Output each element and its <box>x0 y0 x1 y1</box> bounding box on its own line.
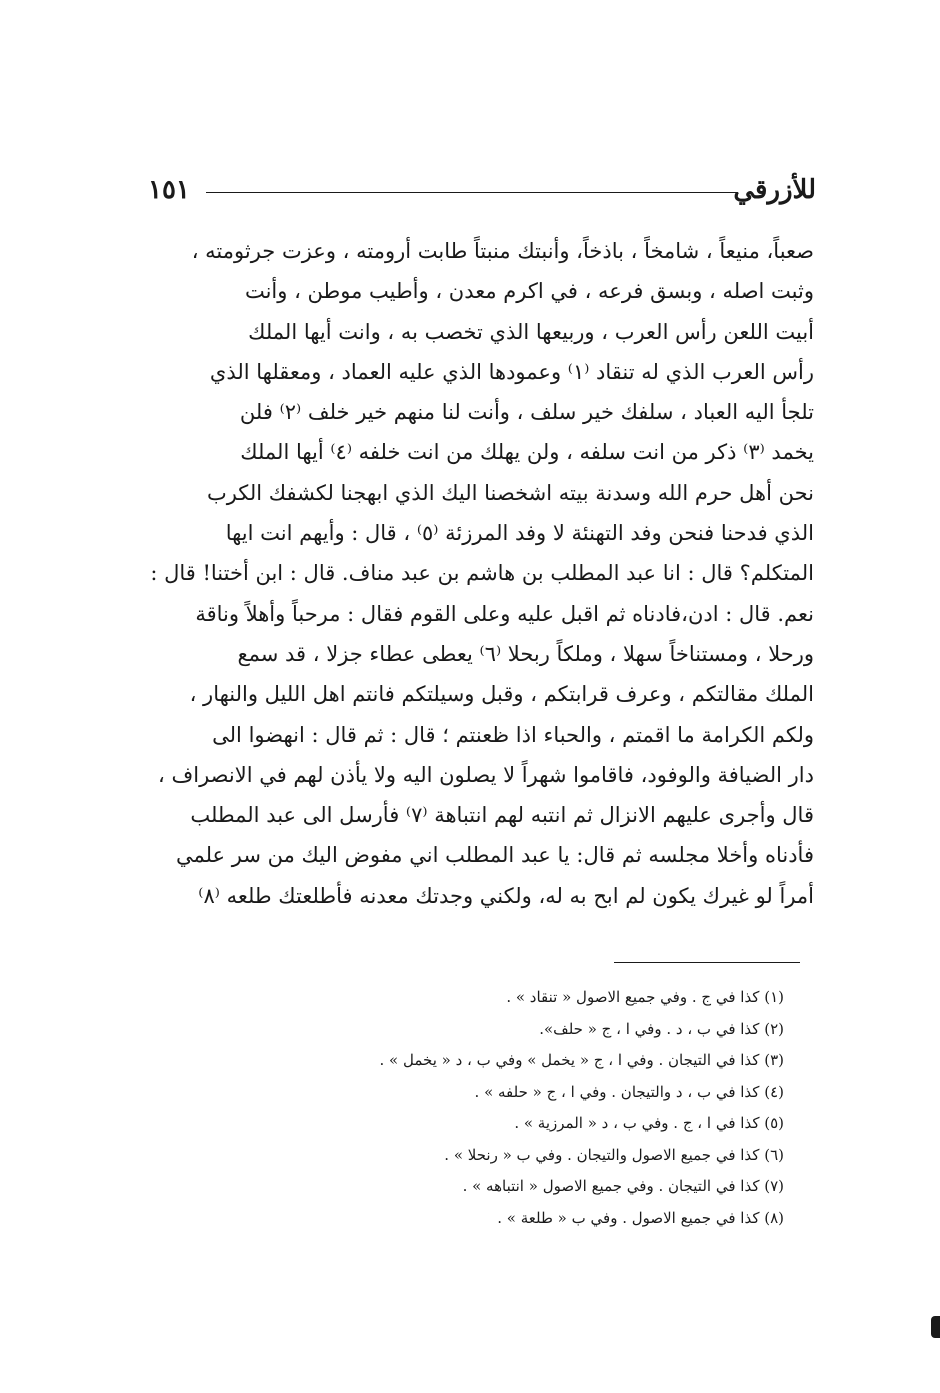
body-line: الذي فدحنا فنحن وفد التهنئة لا وفد المرزئة ⁽٥⁾ ، قال : وأيهم انت ايها <box>225 521 814 546</box>
footnote: (٧) كذا في التيجان . وفي جميع الاصول « انتباهه » . <box>462 1177 784 1195</box>
body-text <box>148 231 814 916</box>
body-line: تلجأ اليه العباد ، سلفك خير سلف ، وأنت لنا منهم خير خلف ⁽٢⁾ فلن <box>239 400 814 425</box>
scan-edge-mark <box>931 1316 940 1338</box>
footnote-separator <box>614 962 800 963</box>
body-line: يخمد ⁽٣⁾ ذكر من انت سلفه ، ولن يهلك من انت خلفه ⁽٤⁾ أيها الملك <box>240 440 814 465</box>
footnote: (٨) كذا في جميع الاصول . وفي ب « طلعة » . <box>497 1208 784 1227</box>
body-line: صعباً، منيعاً ، شامخاً ، باذخاً، وأنبتك منبتاً طابت أرومته ، وعزت جرثومته ، <box>191 239 814 263</box>
footnotes <box>300 982 784 1234</box>
page-header <box>148 170 816 210</box>
body-line: الملك مقالتكم ، وعرف قرابتكم ، وقبل وسيلتكم فانتم اهل الليل والنهار ، <box>189 682 814 707</box>
footnote: (٢) كذا في ب ، د . وفي ا ، ج « حلف». <box>539 1019 784 1038</box>
body-line: المتكلم؟ قال : انا عبد المطلب بن هاشم بن عبد مناف. قال : ابن أختنا! قال : <box>150 561 814 586</box>
body-line: أبيت اللعن رأس العرب ، وربيعها الذي تخصب به ، وانت أيها الملك <box>248 319 814 344</box>
body-line: ولكم الكرامة ما اقمتم ، والحباء اذا ظعنتم ؛ قال : ثم قال : انهضوا الى <box>212 722 814 747</box>
body-line: نحن أهل حرم الله وسدنة بيته اشخصنا اليك الذي ابهجنا لكشفك الكرب <box>206 480 814 505</box>
page-number: ١٥١ <box>148 175 190 205</box>
header-rule <box>206 192 738 193</box>
footnote: (٣) كذا في التيجان . وفي ا ، ج « يخمل » وفي ب ، د « يخمل » . <box>379 1051 784 1069</box>
body-line: رأس العرب الذي له تنقاد ⁽١⁾ وعمودها الذي عليه العماد ، ومعقلها الذي <box>209 359 814 384</box>
footnote: (١) كذا في ج . وفي جميع الاصول « تنقاد » . <box>506 988 784 1006</box>
body-line: قال وأجرى عليهم الانزال ثم انتبه لهم انتباهة ⁽٧⁾ فأرسل الى عبد المطلب <box>190 803 814 828</box>
body-line: أمراً لو غيرك يكون لم ابح به له، ولكني وجدتك معدنه فأطلعتك طلعه ⁽٨⁾ <box>198 883 814 908</box>
body-line: وثبت اصله ، وبسق فرعه ، في اكرم معدن ، وأطيب موطن ، وأنت <box>244 279 814 304</box>
running-head: للأزرقي <box>733 175 816 205</box>
body-line: ورحلا ، ومستناخاً سهلا ، وملكاً ربحلا ⁽٦⁾ يعطى عطاء جزلا ، قد سمع <box>237 641 814 666</box>
body-line: دار الضيافة والوفود، فاقاموا شهراً لا يصلون اليه ولا يأذن لهم في الانصراف ، <box>158 762 814 787</box>
body-line: نعم. قال : ادن،فادناه ثم اقبل عليه وعلى القوم فقال : مرحباً وأهلاً وناقة <box>195 601 814 626</box>
footnote: (٤) كذا في ب ، د والتيجان . وفي ا ، ج « حلفه » . <box>474 1082 784 1101</box>
body-line: فأدناه وأخلا مجلسه ثم قال: يا عبد المطلب اني مفوض اليك من سر علمي <box>175 843 814 868</box>
footnote: (٦) كذا في جميع الاصول والتيجان . وفي ب « رنحلا » . <box>444 1145 784 1164</box>
footnote: (٥) كذا في ا ، ج . وفي ب ، د « المرزية » . <box>514 1114 784 1132</box>
